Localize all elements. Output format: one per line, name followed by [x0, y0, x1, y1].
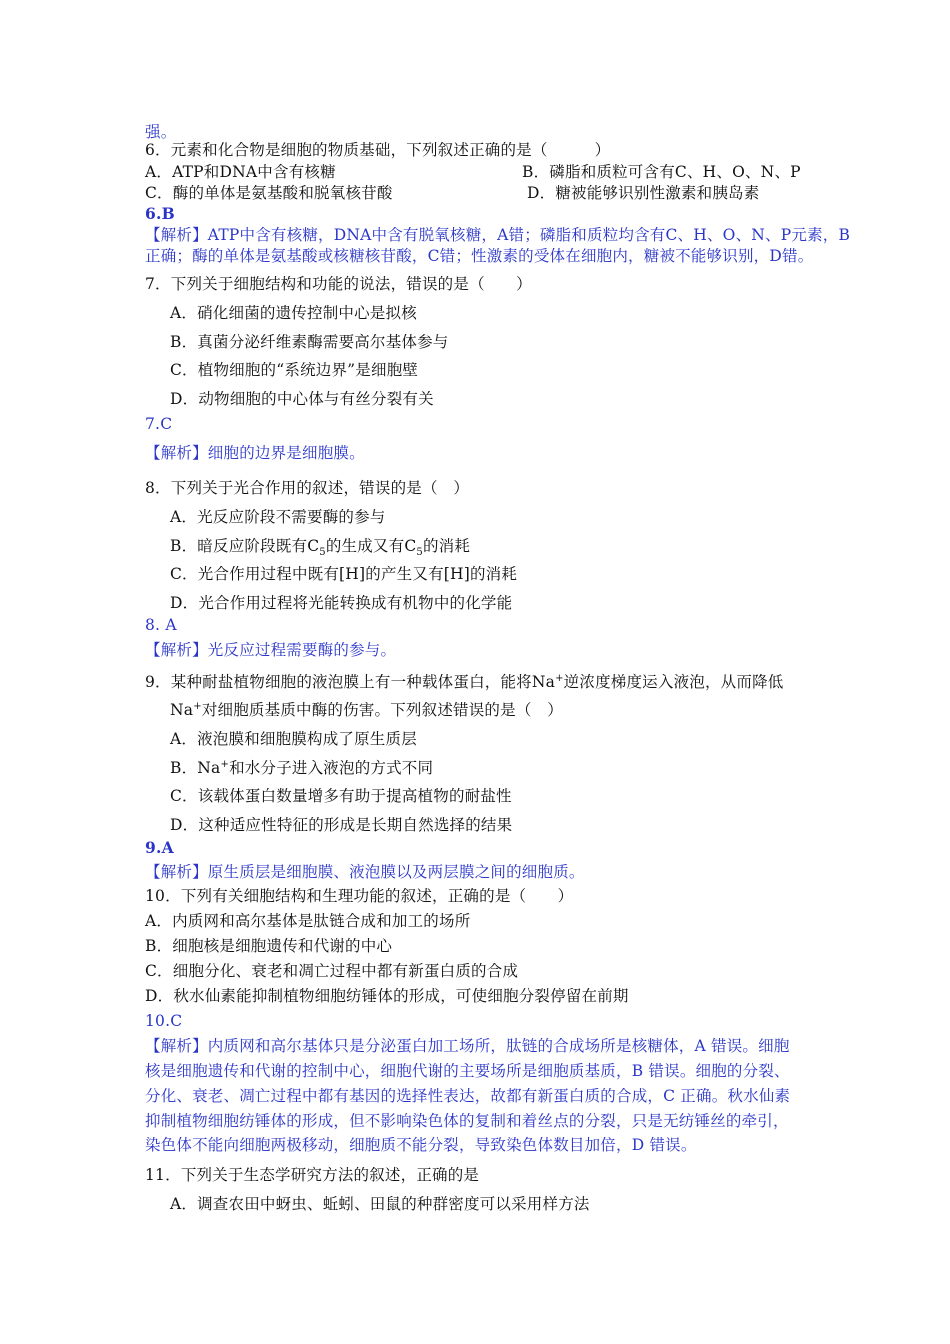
q9-explanation: 【解析】原生质层是细胞膜、液泡膜以及两层膜之间的细胞质。: [145, 863, 585, 881]
previous-explanation-end: 强。: [145, 123, 177, 141]
q10-option-a: A．内质网和高尔基体是肽链合成和加工的场所: [145, 912, 471, 930]
q6-explanation-line1: 【解析】ATP中含有核糖，DNA中含有脱氧核糖，A错；磷脂和质粒均含有C、H、O、N、P元素，B: [145, 226, 851, 244]
q8-stem: 8．下列关于光合作用的叙述，错误的是（ ）: [145, 479, 470, 497]
q6-stem: 6．元素和化合物是细胞的物质基础，下列叙述正确的是（ ）: [145, 141, 611, 159]
q11-option-a: A．调查农田中蚜虫、蚯蚓、田鼠的种群密度可以采用样方法: [170, 1195, 590, 1213]
q6-option-c: C．酶的单体是氨基酸和脱氧核苷酸: [145, 184, 393, 202]
q10-option-c: C．细胞分化、衰老和凋亡过程中都有新蛋白质的合成: [145, 962, 519, 980]
q10-explanation-line2: 核是细胞遗传和代谢的控制中心，细胞代谢的主要场所是细胞质基质，B 错误。细胞的分裂、: [145, 1062, 790, 1080]
q9-option-d: D．这种适应性特征的形成是长期自然选择的结果: [170, 816, 513, 834]
q8-option-c: C．光合作用过程中既有[H]的产生又有[H]的消耗: [170, 565, 518, 583]
q9-option-c: C．该载体蛋白数量增多有助于提高植物的耐盐性: [170, 787, 512, 805]
q9-stem-line1: 9．某种耐盐植物细胞的液泡膜上有一种载体蛋白，能将Na+逆浓度梯度运入液泡，从而降低: [145, 672, 784, 691]
q10-option-b: B．细胞核是细胞遗传和代谢的中心: [145, 937, 393, 955]
q9-stem-line2: Na+对细胞质基质中酶的伤害。下列叙述错误的是（ ）: [170, 700, 563, 719]
q10-explanation-line3: 分化、衰老、凋亡过程中都有基因的选择性表达，故都有新蛋白质的合成，C 正确。秋水仙素: [145, 1087, 791, 1105]
q8-option-b: B．暗反应阶段既有$C_5$的生成又有$C_5$的消耗: [170, 537, 471, 559]
q7-option-b: B．真菌分泌纤维素酶需要高尔基体参与: [170, 333, 449, 351]
q9-option-b: B．Na+和水分子进入液泡的方式不同: [170, 758, 434, 777]
q6-option-a: A．ATP和DNA中含有核糖: [145, 163, 336, 181]
q7-option-d: D．动物细胞的中心体与有丝分裂有关: [170, 390, 434, 408]
q6-option-b: B．磷脂和质粒可含有C、H、O、N、P: [522, 163, 801, 181]
q6-option-d: D．糖被能够识别性激素和胰岛素: [527, 184, 760, 202]
q10-option-d: D．秋水仙素能抑制植物细胞纺锤体的形成，可使细胞分裂停留在前期: [145, 987, 629, 1005]
q9-answer: 9.A: [145, 838, 174, 857]
q8-explanation: 【解析】光反应过程需要酶的参与。: [145, 641, 397, 659]
q7-explanation: 【解析】细胞的边界是细胞膜。: [145, 444, 365, 462]
q9-option-a: A．液泡膜和细胞膜构成了原生质层: [170, 730, 417, 748]
q6-explanation-line2: 正确；酶的单体是氨基酸或核糖核苷酸，C错；性激素的受体在细胞内，糖被不能够识别，D错。: [145, 247, 814, 265]
q11-stem: 11．下列关于生态学研究方法的叙述，正确的是: [145, 1166, 480, 1184]
q8-answer: 8. A: [145, 616, 177, 634]
q10-explanation-line5: 染色体不能向细胞两极移动，细胞质不能分裂，导致染色体数目加倍，D 错误。: [145, 1136, 697, 1154]
q8-option-d: D．光合作用过程将光能转换成有机物中的化学能: [170, 594, 513, 612]
q7-option-c: C．植物细胞的“系统边界”是细胞壁: [170, 361, 419, 379]
q6-answer: 6.B: [145, 204, 175, 223]
q8-option-a: A．光反应阶段不需要酶的参与: [170, 508, 386, 526]
q7-answer: 7.C: [145, 415, 173, 433]
q10-answer: 10.C: [145, 1012, 183, 1030]
q10-explanation-line1: 【解析】内质网和高尔基体只是分泌蛋白加工场所，肽链的合成场所是核糖体，A 错误。细胞: [145, 1037, 790, 1055]
q7-stem: 7．下列关于细胞结构和功能的说法，错误的是（ ）: [145, 275, 532, 293]
q10-explanation-line4: 抑制植物细胞纺锤体的形成，但不影响染色体的复制和着丝点的分裂，只是无纺锤丝的牵引，: [145, 1112, 789, 1130]
q7-option-a: A．硝化细菌的遗传控制中心是拟核: [170, 304, 417, 322]
q10-stem: 10．下列有关细胞结构和生理功能的叙述，正确的是（ ）: [145, 887, 574, 905]
